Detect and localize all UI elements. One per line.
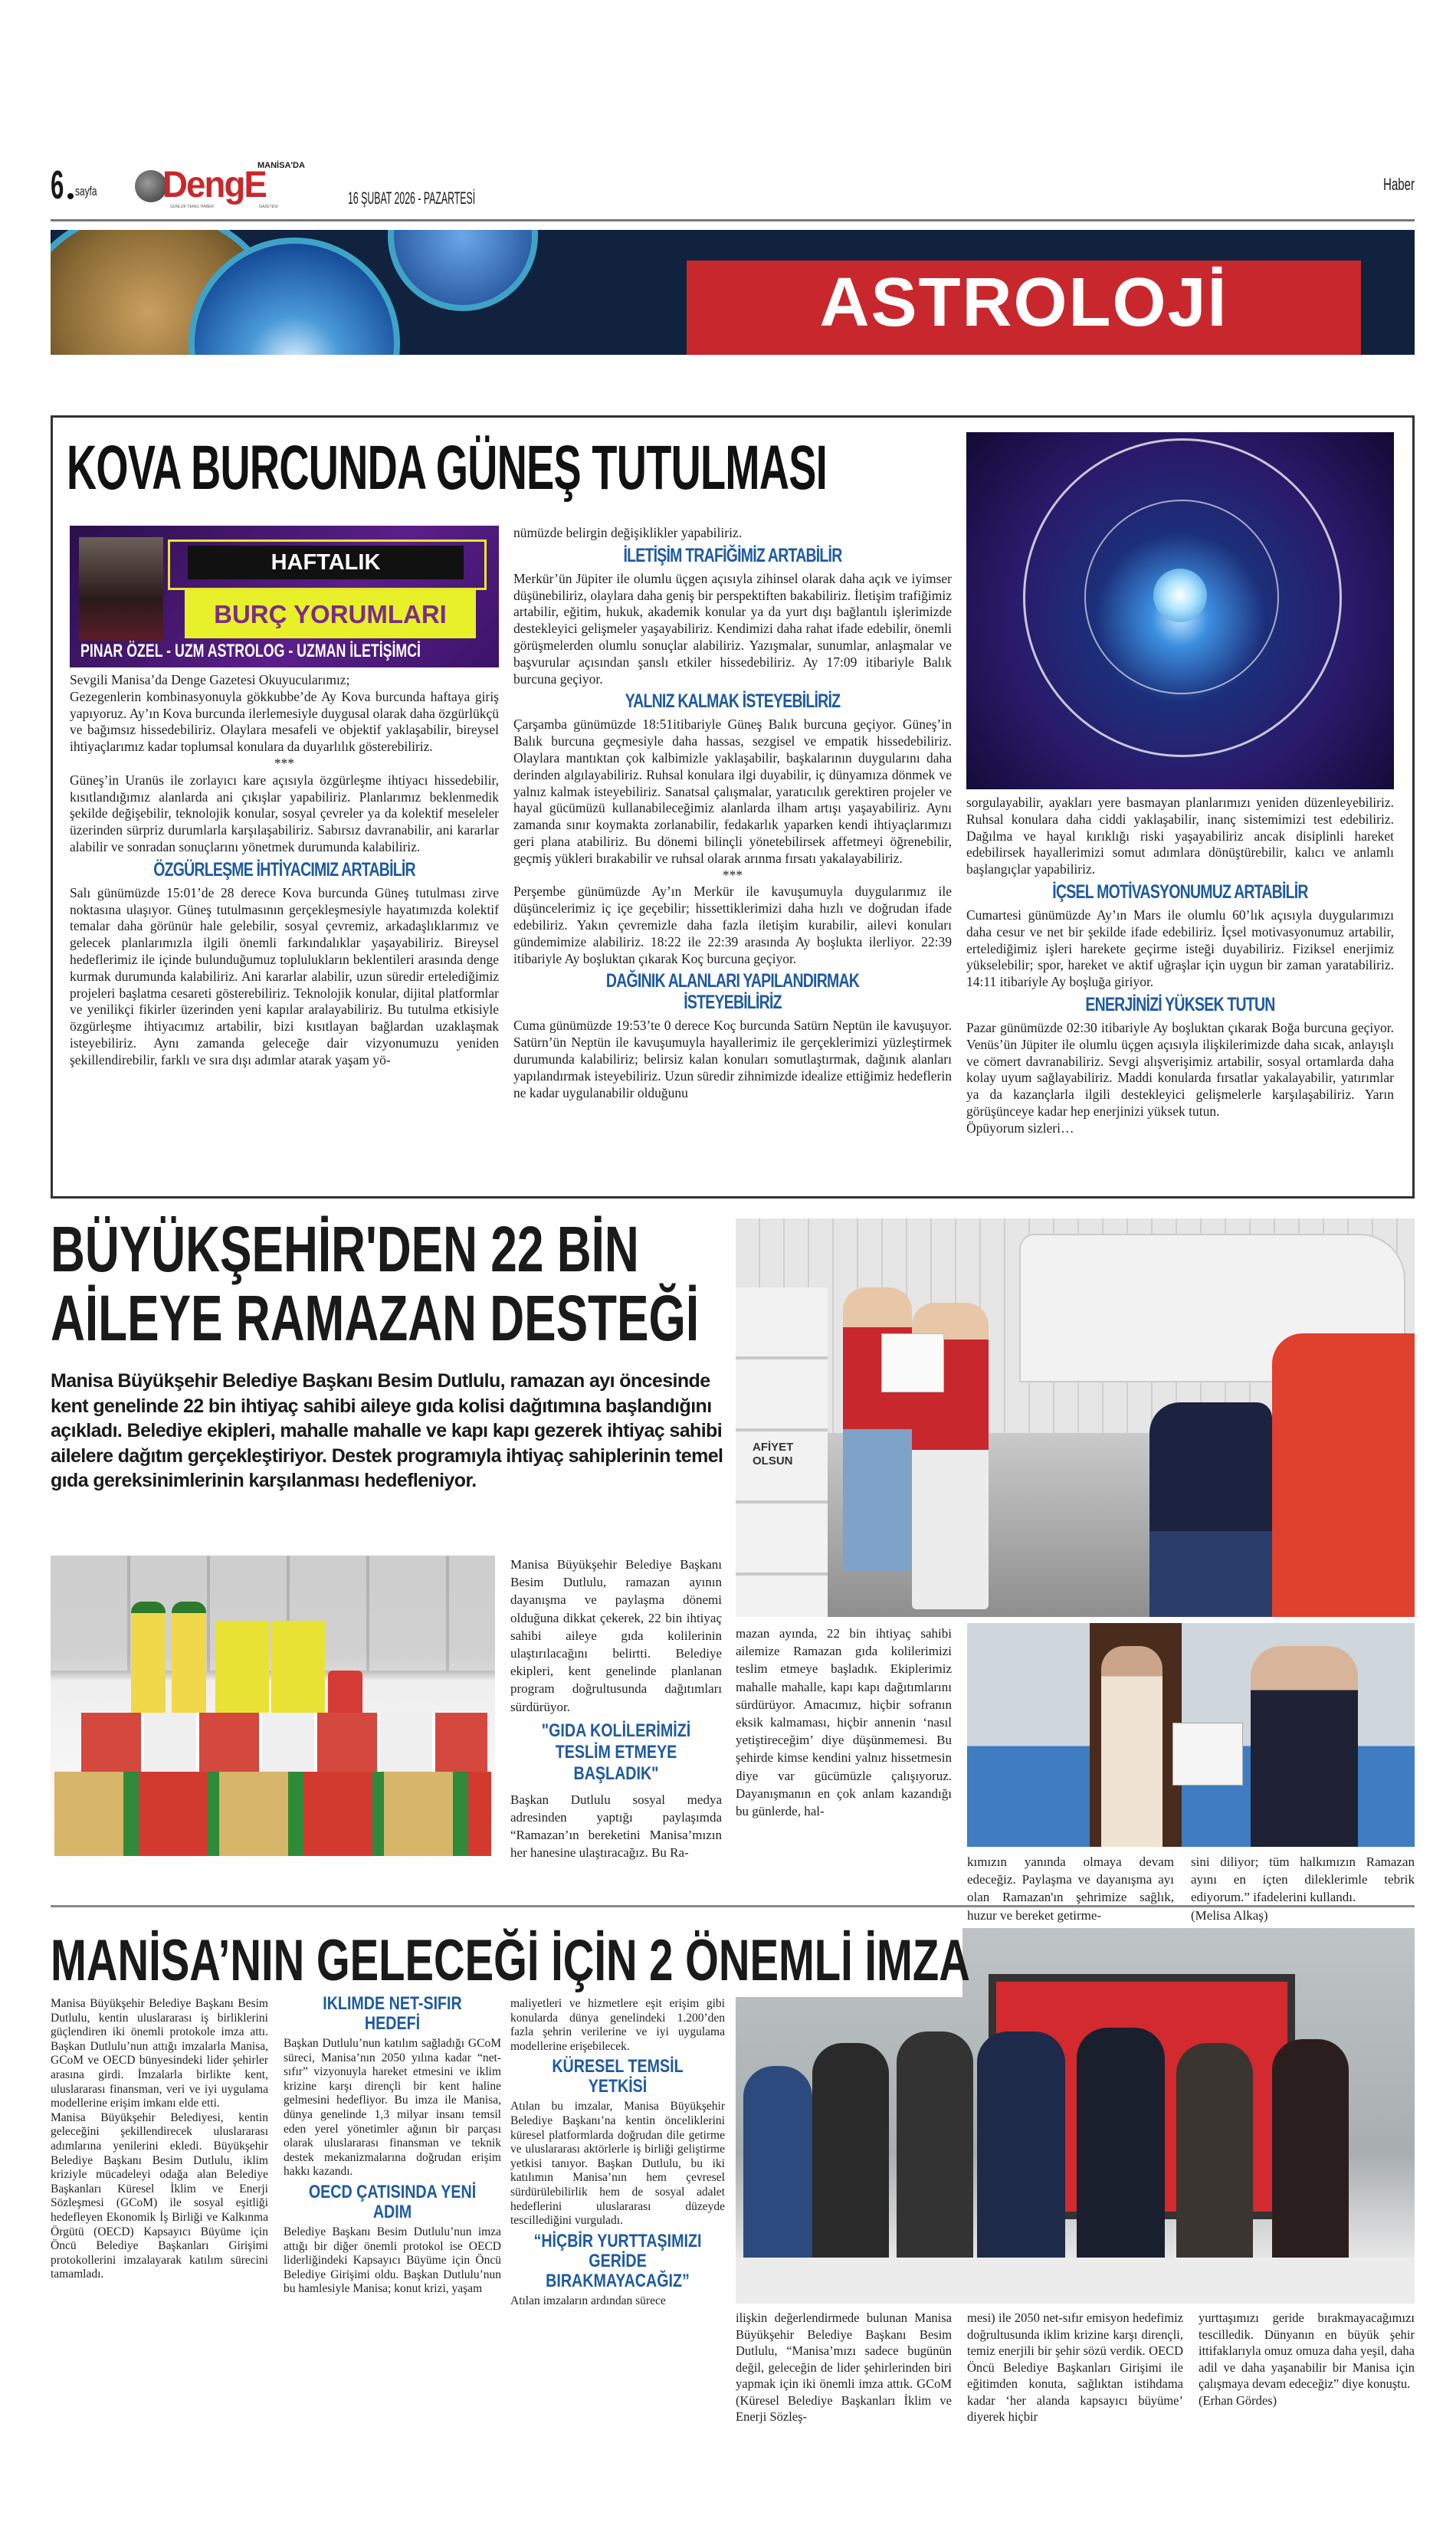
paragraph: Manisa Büyükşehir Belediyesi, kentin geleceğini şekillendirecek uluslararası adımlarına yenilerini ekledi. Büyükşehir Belediye Başkanı Besim Dutlulu, iklim kriziyle mücadeleyi odağa alan Belediye Başkanları Küresel İklim ve Enerji Sözleşmesi (GCoM) ile sosyal eşitliği hedefleyen Ekonomik İş Birliği ve Kalkınma Örgütü (OECD) Kapsayıcı Büyüme için Öncü Belediye Başkanları Girişimi protokollerini imzalayarak katılım sürecini tamamladı. xyxy=(51,2110,268,2281)
rice-package xyxy=(215,1621,269,1713)
paragraph: maliyetleri ve hizmetlere eşit erişim gibi konularda dünya genelindeki 1.200’den fazla şehrin verilerine ve iyi uygulama modellerine erişebilecek. xyxy=(510,1997,725,2053)
paragraph: sorgulayabilir, ayakları yere basmayan planlarımızı yeniden düzenleyebiliriz. Ruhsal konulara daha ciddi yaklaşabilir, inanç sistemimizi test edebiliriz. Dağılma ve hayal kırıklığı riski yaşayabiliriz ancak disiplinli hareket edebilirsek hayallerimizi somut adımlara dönüştürebilir, kalıcı ve anlamlı başlangıçlar yapabiliriz. xyxy=(966,795,1394,877)
astrology-column-2 xyxy=(513,525,952,1101)
zodiac-wheel-image xyxy=(966,432,1394,789)
paragraph: Manisa Büyükşehir Belediye Başkanı Besim Dutlulu, ramazan ayının dayanışma ve paylaşma dönemi olduğuna dikkat çekerek, 22 bin ihtiyaç sahibi aileye gıda kolilerinin ulaştırılacağını belirtti. Belediye ekipleri, kent genelinde planlanan program doğrultusunda dağıtımları sürdürüyor. xyxy=(510,1557,722,1714)
subheading: ENERJİNİZİ YÜKSEK TUTUN xyxy=(1085,993,1275,1015)
astrology-headline: KOVA BURCUNDA GÜNEŞ TUTULMASI xyxy=(67,433,828,503)
paragraph: Cuma günümüzde 19:53’te 0 derece Koç burcunda Satürn Neptün ile kavuşuyor. Satürn’ün Neptün ile kavuşumuyla hayallerimiz ile gerçeklerimizi yüzleştirmek durumunda kalabiliriz; belirsiz kalan konuları somutlaştırmak, dağınık alanları yapılandırmak isteyebiliriz. Uzun süredir zihnimizde idealize ettiğimiz hedeflerin ne kadar uygulanabilir olduğunu xyxy=(513,1018,952,1100)
person-figure xyxy=(897,2032,973,2288)
handed-box xyxy=(881,1333,944,1392)
desk xyxy=(736,2258,1415,2304)
astrology-article xyxy=(51,415,1415,1199)
paragraph: Perşembe günümüzde Ay’ın Merkür ile kavuşumuyla duygularımız ile düşüncelerimiz iç içe geçebilir; hissettiklerimizi daha hızlı ve doğrudan ifade edebiliriz. Yakın çevremizle daha fazla iletişim kurabilir, ailevi konuları gündemimize alabiliriz. 18:22 ile 22:39 arasında Ay boşlukta ilerliyor. 22:39 itibariyle Ay boşluktan çıkarak Koç burcuna geçiyor. xyxy=(513,884,952,966)
astrology-column-3 xyxy=(966,795,1394,1137)
rice-package xyxy=(271,1621,325,1713)
logo-tagline: GÜNLÜK YEREL HABER xyxy=(170,205,214,209)
worker-figure xyxy=(1251,1646,1358,1847)
paragraph: nümüzde belirgin değişiklikler yapabiliriz. xyxy=(513,525,743,540)
author-credit: (Melisa Alkaş) xyxy=(1191,1907,1268,1923)
worker-figure xyxy=(843,1287,912,1571)
imza-column-1 xyxy=(51,1997,268,2282)
oil-bottle xyxy=(172,1602,206,1717)
handed-box xyxy=(1172,1723,1243,1786)
door-delivery-photo xyxy=(967,1623,1415,1847)
header-rule xyxy=(51,219,1415,221)
ramazan-column-2 xyxy=(736,1625,952,1820)
page-suffix: sayfa xyxy=(75,184,97,198)
subheading: “HİÇBİR YURTTAŞIMIZI GERİDE BIRAKMAYACAĞIZ” xyxy=(533,2230,702,2291)
promo-byline: PINAR ÖZEL - UZM ASTROLOG - UZMAN İLETİŞİMCİ xyxy=(80,641,421,661)
page-number: 6 xyxy=(51,163,64,208)
astrologer-photo xyxy=(79,537,163,641)
van-body xyxy=(1272,1333,1415,1617)
paragraph: Pazar günümüzde 02:30 itibariyle Ay boşluktan çıkarak Boğa burcuna geçiyor. Venüs’ün Jüpiter ile olumlu üçgen açısıyla ilişkilerimizde daha sıcak, anlayışlı ve cömert davranabiliriz. Sevgi alışverişimiz artabilir, sosyal ortamlarda daha kolay uyum sağlayabiliriz. Maddi konularda fırsatlar yakalayabilir, yatırımlar ya da kazançlarla ilgili destekleyici gelişmelerle karşılaşabiliriz. Yarın görüşünceye kadar hep enerjinizi yüksek tutun. xyxy=(966,1019,1394,1119)
promo-line2-box xyxy=(185,590,476,638)
logo-main-text: DengE xyxy=(162,165,266,205)
paragraph: Merkür’ün Jüpiter ile olumlu üçgen açısıyla zihinsel olarak daha açık ve iyimser düşünebiliriz, olaylara daha geniş bir perspektiften bakabiliriz. İletişim trafiğimiz artabilir, eğitim, hukuk, akademik konular ya da yurt dışı bağlantılı işlerimizde destekleyici gelişmeler yaşayabiliriz. Kendimizi daha rahat ifade edebilir, önemli görüşmelerden olumlu sonuçlar alabiliriz. Yazışmalar, sunumlar, anlaşmalar ve başvurular açısından şanslı etkiler hissedebiliriz. Ay 17:09 itibariyle Balık burcuna geçiyor. xyxy=(513,570,952,687)
paragraph: kımızın yanında olmaya devam edeceğiz. Paylaşma ve dayanışma ayı olan Ramazan'ın şehrimize sağlık, huzur ve bereket getirme- xyxy=(967,1854,1174,1923)
subheading: YALNIZ KALMAK İSTEYEBİLİRİZ xyxy=(625,690,841,713)
grocery-bags-row xyxy=(81,1713,487,1774)
subheading: KÜRESEL TEMSİL YETKİSİ xyxy=(552,2056,684,2097)
paragraph: sini diliyor; tüm halkımızın Ramazan ayını en içten dileklerimle tebrik ediyorum.” ifadelerini kullandı. xyxy=(1191,1854,1415,1905)
promo-line2: BURÇ YORUMLARI xyxy=(214,600,447,628)
banner-title: ASTROLOJİ xyxy=(819,264,1228,341)
ramazan-headline-line2: AİLEYE RAMAZAN DESTEĞİ xyxy=(51,1282,700,1354)
zodiac-sphere-graphic xyxy=(388,230,538,311)
paragraph: Manisa Büyükşehir Belediye Başkanı Besim Dutlulu, kentin uluslararası iş birliklerini güçlendiren iki önemli protokole imza attı. Başkan Dutlulu’nun attığı imzalarla Manisa, GCoM ve OECD bünyesindeki lider şehirler arasına girdi. İmzalarla birlikte kent, uluslararası finansman, veri ve iyi uygulama modellerine erişim imkanı elde etti. xyxy=(51,1997,268,2110)
paragraph: ilişkin değerlendirmede bulunan Manisa Büyükşehir Belediye Başkanı Besim Dutlulu, “Manisa’mızı sadece bugünün değil, geleceğin de lider şehirlerinden biri yapmak için iki önemli imza attık. GCoM (Küresel Belediye Başkanları İklim ve Enerji Sözleş- xyxy=(736,2310,952,2424)
subheading: İLETİŞİM TRAFİĞİMİZ ARTABİLİR xyxy=(623,544,842,566)
separator-stars: *** xyxy=(722,867,743,883)
imza-column-2 xyxy=(284,1994,501,2297)
sun-icon xyxy=(1153,569,1207,622)
section-label: Haber xyxy=(1383,175,1415,194)
oil-bottle xyxy=(131,1602,166,1717)
aid-box-stack xyxy=(736,1287,828,1617)
subheading: DAĞINIK ALANLARI YAPILANDIRMAK İSTEYEBİLİRİZ xyxy=(605,970,860,1014)
subheading: IKLIMDE NET-SIFIR HEDEFİ xyxy=(323,1993,462,2034)
paragraph: Atılan bu imzalar, Manisa Büyükşehir Belediye Başkanı’na kentin önceliklerini küresel platformlarda doğrudan dile getirme ve uluslararası aktörlerle iş birliği geliştirme yetkisi tanıyor. Başkan Dutlulu, bu iki katılımın Manisa’nın hem çevresel sürdürülebilirlik hem de sosyal adalet hedeflerini uluslararası düzeyde tescillediğini vurguladı. xyxy=(510,2100,725,2228)
ramazan-column-3 xyxy=(967,1853,1174,1924)
subheading: ÖZGÜRLEŞME İHTİYACIMIZ ARTABİLİR xyxy=(153,858,415,880)
imza-column-5 xyxy=(967,2310,1183,2425)
paragraph: mazan ayında, 22 bin ihtiyaç sahibi ailemize Ramazan gıda kolilerimizi teslim etmeye başladık. Ekiplerimiz mahalle mahalle, kapı kapı dağıtımlarını sürdürüyor. Amacımız, hiçbir sofranın eksik kalmaması, hiçbir annenin ‘nasıl yetiştireceğim’ diye düşünmemesi. Bu şehirde kimse kendini yalnız hissetmesin diye var gücümüzle çalışıyoruz. Dayanışmanın en çok anlam kazandığı bu günlerde, hal- xyxy=(736,1626,952,1819)
subheading: "GIDA KOLİLERİMİZİ TESLİM ETMEYE BAŞLADIK" xyxy=(541,1720,691,1784)
paragraph: Öpüyorum sizleri… xyxy=(966,1120,1074,1136)
tomato-paste-jar xyxy=(328,1671,362,1717)
food-package-photo xyxy=(51,1556,495,1885)
warehouse-distribution-photo xyxy=(736,1218,1415,1617)
person-figure xyxy=(977,2032,1065,2288)
imza-column-6 xyxy=(1199,2310,1415,2409)
section-divider xyxy=(51,1905,1415,1907)
person-figure xyxy=(1272,2039,1349,2288)
logo-tagline-right: GAZETESİ xyxy=(259,205,278,209)
paragraph: Çarşamba günümüzde 18:51itibariyle Güneş Balık burcuna geçiyor. Güneş’in Balık burcuna geçmesiyle daha hassas, sezgisel ve empatik hissedebiliriz. Olaylara mantıktan çok kalbimizle yaklaşabilir, başkalarının duygularını daha derinden algılayabiliriz. Ruhsal konulara ilgi duyabilir, iç dünyamıza dönmek ve yalnız kalmak isteyebiliriz. Sanatsal çalışmalar, yaratıcılık gerektiren projeler ve hayal gücümüzü kullanabileceğimiz alanlarda ilham artışı yaşayabiliriz. Aynı zamanda sınır koymakta zorlanabilir, fedakarlık yaparken kendi ihtiyaçlarımızı geri plana atabiliriz. Bu dönemi bilinçli yönetebilirsek affetmeyi öğrenebilir, geçmiş yükleri bırakabilir ve ruhsal olarak arınma fırsatı yakalayabiliriz. xyxy=(513,717,952,866)
paragraph: Başkan Dutlulu’nun katılım sağladığı GCoM süreci, Manisa’nın 2050 yılına kadar “net-sıfır” vizyonuyla hareket etmesini ve iklim krizine karşı dirençli bir kent haline gelmesini hedefliyor. Bu imza ile Manisa, dünya genelinde 1,3 milyar insanı temsil eden yerel yönetimler ağının bir parçası olarak uluslararası finansman ve teknik destek mekanizmalarına doğrudan erişim hakkı kazandı. xyxy=(284,2037,501,2179)
imza-headline-box xyxy=(51,1923,970,1997)
logo-top-text: MANİSA'DA xyxy=(257,161,305,170)
paragraph: mesi) ile 2050 net-sıfır emisyon hedefimiz doğrultusunda iklim krizine karşı dirençli, temiz enerjili bir şehir sözü verdik. OECD Öncü Belediye Başkanları Girişimi ile eğitimden konuta, sağlıktan istihdama kadar ‘her alanda kapsayıcı büyüme’ diyerek hiçbir xyxy=(967,2310,1183,2424)
paragraph: Sevgili Manisa’da Denge Gazetesi Okuyucularımız; xyxy=(70,672,350,687)
paragraph: Salı günümüzde 15:01’de 28 derece Kova burcunda Güneş tutulması zirve noktasına ulaşıyor. Güneş tutulmasının gerçekleşmesiyle hayatımızda kolektif temalar daha görünür hale gelebilir, sosyal çevremiz, arkadaşlıklarımız ve gelecek planlarımızla ilgili önemli farkındalıklar yaşayabiliriz. Bireysel hedeflerimiz ile içinde bulunduğumuz toplulukların beklentileri arasında denge kurmak durumunda kalabiliriz. Ani kararlar alabilir, uzun süredir ertelediğimiz projeleri başlatma cesareti gösterebiliriz. Teknolojik konular, dijital platformlar ve yenilikçi fikirler üzerinden yeni kapılar aralayabiliriz. Bu tutulma etkisiyle özgürleşme ihtiyacımız artabilir, bizi kısıtlayan bağlardan uzaklaşmak isteyebiliriz. Aynı zamanda geleceğe dair vizyonumuzu yeniden şekillendirebilir, farklı ve sıra dışı adımlar atarak yaşam yö- xyxy=(70,884,499,1067)
subheading: İÇSEL MOTİVASYONUMUZ ARTABİLİR xyxy=(1052,880,1308,903)
paragraph: yurttaşımızı geride bırakmayacağımızı tescilledik. Dünyanın en büyük şehir ittifaklarıyla omuz omuza daha yeşil, daha adil ve daha yaşanabilir bir Manisa için çalışmaya devam edeceğiz” diye konuştu. xyxy=(1199,2310,1415,2391)
paragraph: Başkan Dutlulu sosyal medya adresinden yaptığı paylaşımda “Ramazan’ın bereketini Manisa’mızın her hanesine ulaştıracağız. Bu Ra- xyxy=(510,1792,722,1861)
paragraph: Gezegenlerin kombinasyonuyla gökkubbe’de Ay Kova burcunda haftaya giriş yapıyoruz. Ay’ın Kova burcunda ilerlemesiyle duygusal olarak daha özgürlükçü ve bağımsız hissedebiliriz. Olaylara mesafeli ve objektif yaklaşabilir, bireysel ihtiyaçlarımız kadar toplumsal konulara da duyarlılık gösterebiliriz. xyxy=(70,688,499,755)
paragraph: Cumartesi günümüzde Ay’ın Mars ile olumlu 60’lık açısıyla duygularımızı daha cesur ve net bir şekilde ifade edebiliriz. İçsel motivasyonumuz artabilir, ertelediğimiz işleri harekete geçirme isteği duyabiliriz. Fiziksel enerjimiz yükselebilir; spor, hareket ve aktif uğraşlar için uygun bir zaman yaratabiliriz. 14:11 itibariyle Ay boşluğa giriyor. xyxy=(966,907,1394,990)
astrology-column-1 xyxy=(70,672,499,1069)
promo-line1: HAFTALIK xyxy=(271,550,381,575)
author-credit: (Erhan Gördes) xyxy=(1199,2392,1277,2408)
subheading: OECD ÇATISINDA YENİ ADIM xyxy=(308,2181,477,2222)
paragraph: Güneş’in Uranüs ile zorlayıcı kare açısıyla özgürleşme ihtiyacı hissedebilir, kısıtlandığımız alanlarda ani çıkışlar yapabiliriz. Planlarımız beklenmedik şekilde değişebilir, teknolojik konular, sosyal çevreler ya da kolektif meseleler üzerinden sürpriz durumlarla karşılaşabiliriz. Sabırsız davranabilir, ani kararlar alabilir ve sonradan sonuçlarını yönetmek durumunda kalabiliriz. xyxy=(70,772,499,854)
promo-line1-box xyxy=(188,546,464,579)
imza-headline: MANİSA’NIN GELECEĞİ İÇİN 2 ÖNEMLİ İMZA xyxy=(51,1928,970,1993)
page-header xyxy=(51,161,1415,238)
ramazan-lead: Manisa Büyükşehir Belediye Başkanı Besim Dutlulu, ramazan ayı öncesinde kent genelinde 22 bin ihtiyaç sahibi aileye gıda kolisi dağıtımına başlandığını açıkladı. Belediye ekipleri, mahalle mahalle ve kapı kapı gezerek ihtiyaç sahibi ailelere dağıtım gerçekleştiriyor. Destek programıyla ihtiyaç sahiplerinin temel gıda gereksinimlerinin karşılanması hedefleniyor. xyxy=(51,1370,723,1491)
person-figure xyxy=(1176,2043,1253,2288)
weekly-horoscope-promo xyxy=(70,526,499,667)
person-figure xyxy=(812,2043,889,2288)
paragraph: Belediye Başkanı Besim Dutlulu’nun imza attığı bir diğer önemli protokol ise OECD liderliğindeki Kapsayıcı Büyüme için Öncü Belediye Girişimi oldu. Başkan Dutlulu’nun bu hamlesiyle Manisa; konut krizi, yaşam xyxy=(284,2225,501,2296)
resident-figure xyxy=(1101,1646,1163,1847)
ramazan-article xyxy=(51,1213,1415,1923)
newspaper-logo[interactable] xyxy=(135,161,311,215)
worker-figure xyxy=(1149,1402,1272,1617)
paragraph: Atılan imzaların ardından sürece xyxy=(510,2294,666,2307)
ramazan-column-1 xyxy=(510,1556,722,1862)
ramazan-column-4 xyxy=(1191,1853,1415,1924)
imza-column-3 xyxy=(510,1997,725,2308)
person-figure xyxy=(743,2066,812,2288)
imza-column-4 xyxy=(736,2310,952,2425)
grocery-bags-row xyxy=(54,1772,491,1856)
separator-stars: *** xyxy=(274,755,295,771)
issue-date: 16 ŞUBAT 2026 - PAZARTESİ xyxy=(348,189,476,208)
imza-article xyxy=(51,1923,1415,2521)
box-label: OLSUN xyxy=(753,1454,793,1467)
box-label: AFİYET xyxy=(753,1441,794,1454)
ramazan-headline-line1: BÜYÜKŞEHİR'DEN 22 BİN xyxy=(51,1213,639,1285)
astrology-banner xyxy=(51,230,1415,355)
banner-title-box xyxy=(687,261,1361,355)
person-figure xyxy=(1077,2028,1165,2288)
page-number-dot xyxy=(67,193,74,199)
